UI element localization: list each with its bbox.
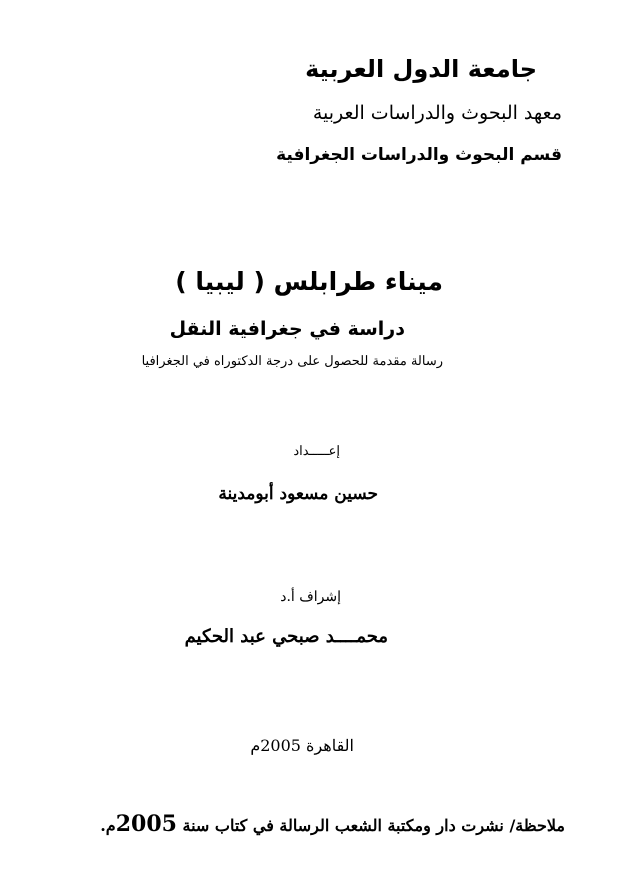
organization-name: جامعة الدول العربية [305,55,537,83]
thesis-description: رسالة مقدمة للحصول على درجة الدكتوراه في الجغرافيا [141,354,443,369]
department-name: قسم البحوث والدراسات الجغرافية [276,145,562,165]
supervisor-name: محمــــد صبحي عبد الحكيم [184,626,388,647]
place-date: القاهرة 2005م [250,736,354,755]
author-name: حسين مسعود أبومدينة [218,484,378,504]
thesis-title: ميناء طرابلس ( ليبيا ) [175,267,443,296]
institute-name: معهد البحوث والدراسات العربية [312,102,562,124]
thesis-subtitle: دراسة في جغرافية النقل [169,318,405,340]
prepared-by-label: إعـــــداد [293,444,340,459]
publication-note [100,812,565,837]
note-text: ملاحظة/ نشرت دار ومكتبة الشعب الرسالة في كتاب سنة [182,816,565,835]
note-year: 2005 [115,811,177,837]
supervision-label: إشراف أ.د [280,589,341,605]
note-suffix: م. [100,816,116,835]
